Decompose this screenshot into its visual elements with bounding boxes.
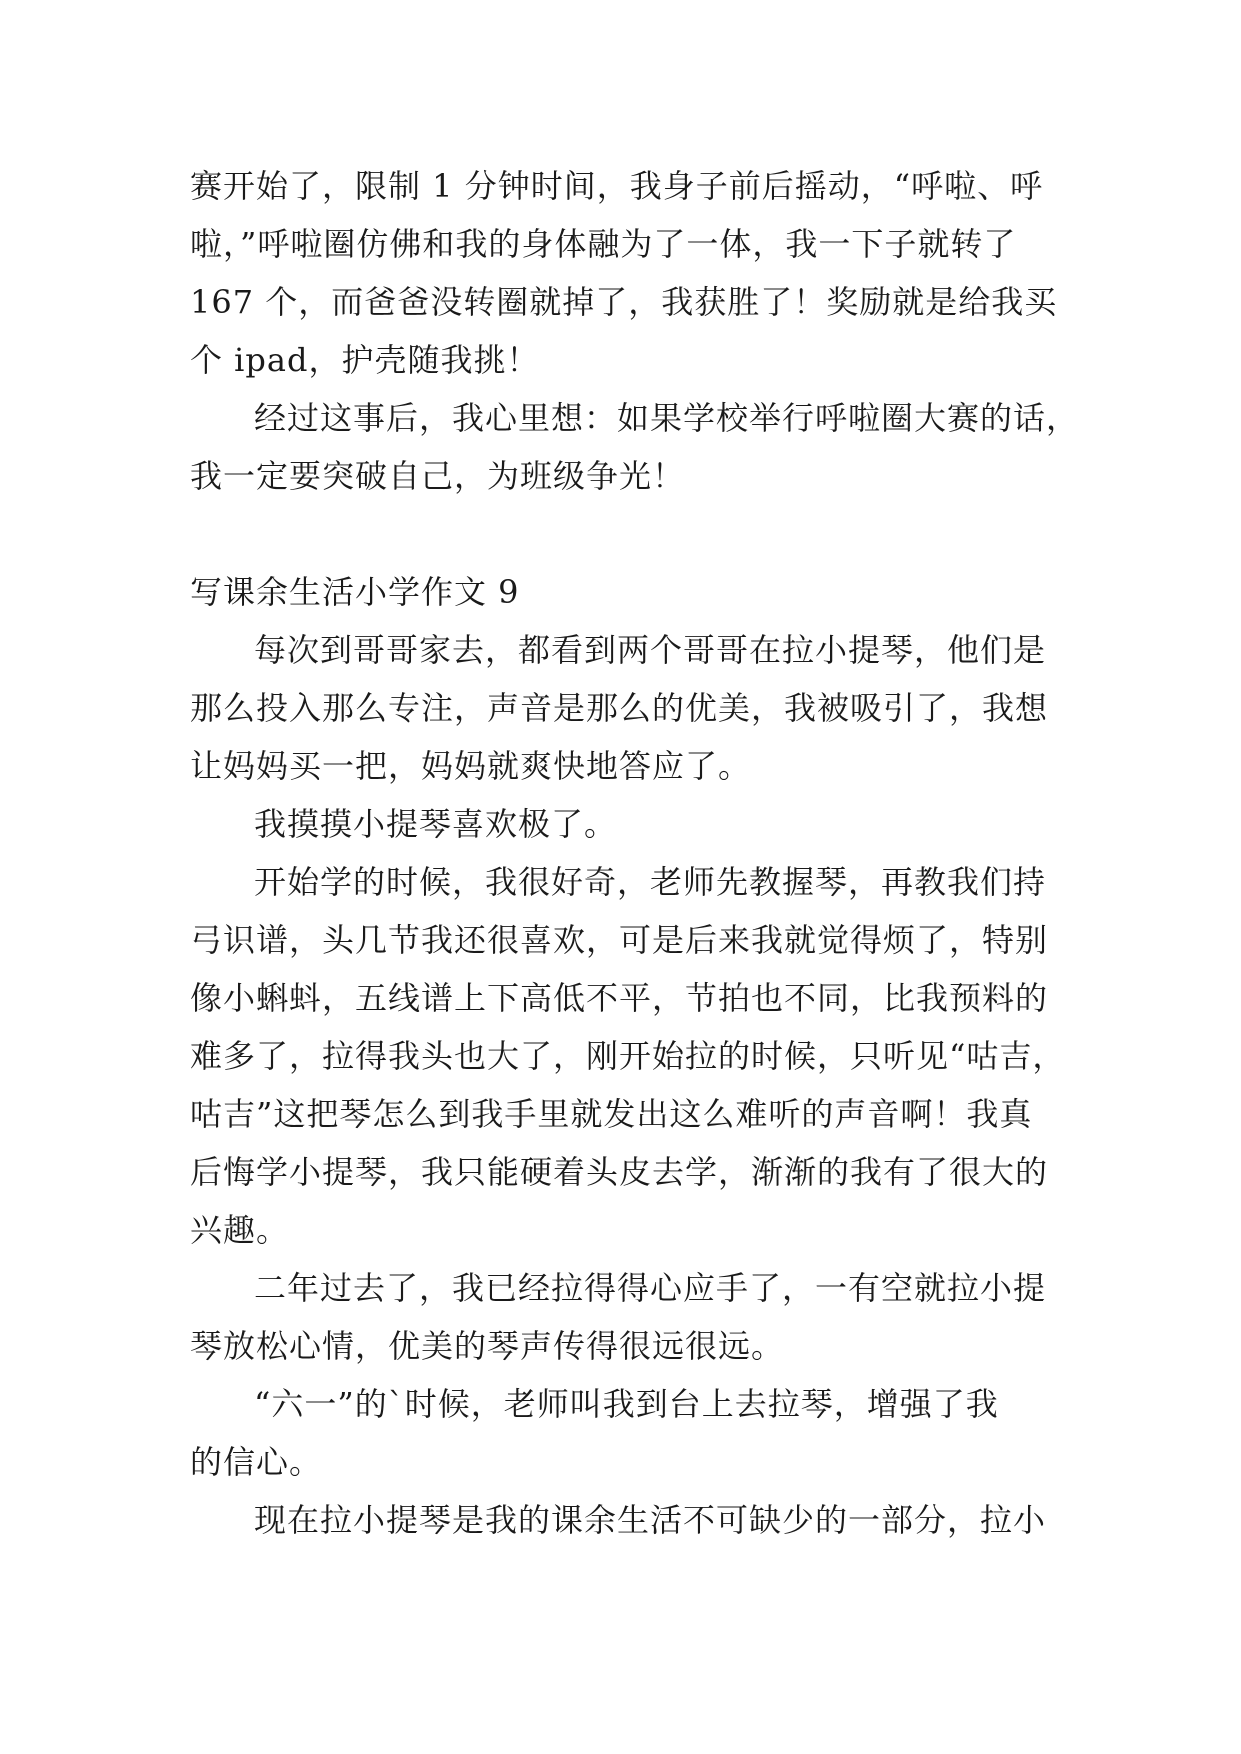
paragraph-line: “六一”的`时候，老师叫我到台上去拉琴，增强了我 — [254, 1385, 999, 1423]
paragraph-line: 每次到哥哥家去，都看到两个哥哥在拉小提琴，他们是 — [254, 631, 1047, 669]
paragraph-line: 琴放松心情，优美的琴声传得很远很远。 — [190, 1327, 785, 1365]
paragraph-line: 二年过去了，我已经拉得得心应手了，一有空就拉小提 — [254, 1269, 1047, 1307]
paragraph-line: 让妈妈买一把，妈妈就爽快地答应了。 — [190, 747, 752, 785]
paragraph-line: 兴趣。 — [190, 1211, 290, 1249]
paragraph-line: 赛开始了，限制 1 分钟时间，我身子前后摇动，“呼啦、呼 — [190, 167, 1044, 205]
paragraph-line: 我摸摸小提琴喜欢极了。 — [254, 805, 618, 843]
paragraph-line: 难多了，拉得我头也大了，刚开始拉的时候，只听见“咕吉， — [190, 1037, 1066, 1075]
paragraph-line: 167 个，而爸爸没转圈就掉了，我获胜了！奖励就是给我买 — [190, 283, 1058, 321]
paragraph-line: 像小蝌蚪，五线谱上下高低不平，节拍也不同，比我预料的 — [190, 979, 1049, 1017]
section-heading: 写课余生活小学作文 9 — [190, 573, 520, 611]
paragraph-line: 的信心。 — [190, 1443, 323, 1481]
paragraph-line: 开始学的时候，我很好奇，老师先教握琴，再教我们持 — [254, 863, 1047, 901]
paragraph-line: 经过这事后，我心里想：如果学校举行呼啦圈大赛的话， — [254, 399, 1080, 437]
paragraph-line: 弓识谱，头几节我还很喜欢，可是后来我就觉得烦了，特别 — [190, 921, 1049, 959]
paragraph-line: 我一定要突破自己，为班级争光！ — [190, 457, 686, 495]
paragraph-line: 咕吉”这把琴怎么到我手里就发出这么难听的声音啊！我真 — [190, 1095, 1033, 1133]
paragraph-line: 那么投入那么专注，声音是那么的优美，我被吸引了，我想 — [190, 689, 1049, 727]
paragraph-line: 个 ipad，护壳随我挑！ — [190, 341, 540, 379]
paragraph-line: 啦，”呼啦圈仿佛和我的身体融为了一体，我一下子就转了 — [190, 225, 1017, 263]
paragraph-line: 后悔学小提琴，我只能硬着头皮去学，渐渐的我有了很大的 — [190, 1153, 1049, 1191]
paragraph-line: 现在拉小提琴是我的课余生活不可缺少的一部分，拉小 — [254, 1501, 1047, 1539]
